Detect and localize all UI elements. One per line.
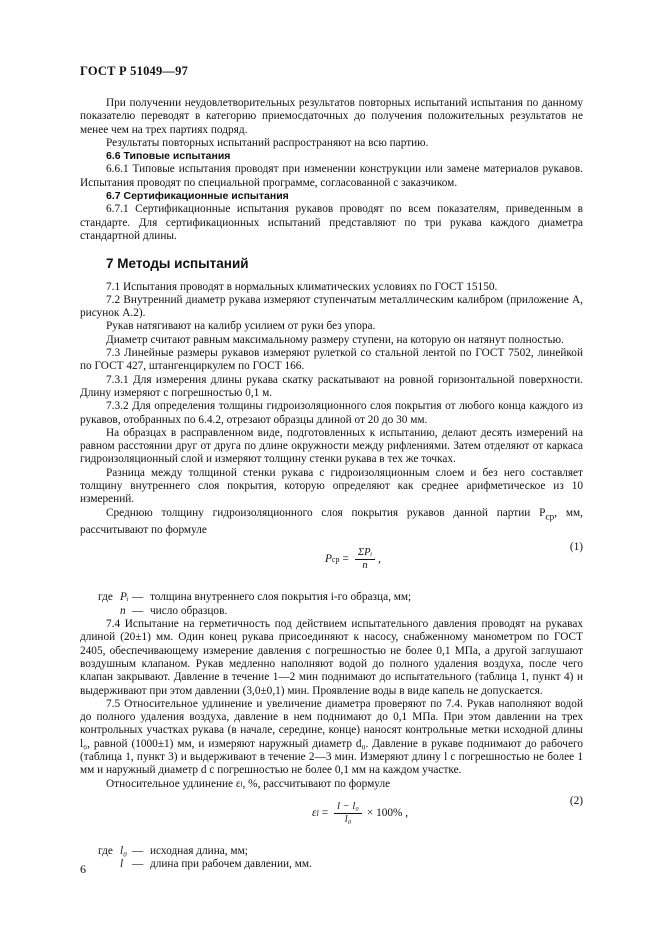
- legend-dash: —: [132, 604, 144, 617]
- numerator: ΣPᵢ: [355, 547, 375, 560]
- formula-2: [80, 795, 583, 839]
- formula-lhs-sub: l: [316, 808, 319, 818]
- subsection-heading-6-7: 6.7 Сертификационные испытания: [106, 190, 289, 203]
- legend-text: исходная длина, мм;: [150, 844, 248, 857]
- denominator: n: [362, 560, 368, 572]
- paragraph: При получении неудовлетворительных результатов повторных испытаний испытания по данному показателю переводят в категорию приемосдаточных до получения положительных результатов не менее чем на трех партиях подряд.: [80, 97, 583, 136]
- legend-symbol: l: [120, 858, 124, 871]
- equals-sign: =: [342, 553, 349, 566]
- page-body: [80, 97, 583, 872]
- equals-sign: =: [321, 806, 329, 819]
- legend-symbol: n: [120, 604, 126, 617]
- section-heading-7: 7 Методы испытаний: [106, 256, 249, 272]
- page-header: ГОСТ Р 51049—97: [80, 64, 189, 78]
- paragraph: 6.6.1 Типовые испытания проводят при изменении конструкции или замене материалов рукавов. Испытания проводят по специальной программе, согласованной с заказчиком.: [80, 163, 583, 189]
- paragraph: [80, 507, 583, 538]
- paragraph: Диаметр считают равным максимальному размеру ступени, на которую он натянут полностью.: [106, 333, 564, 346]
- paragraph: Результаты повторных испытаний распространяют на всю партию.: [106, 136, 429, 149]
- legend-dash: —: [132, 858, 144, 871]
- page-number: 6: [80, 862, 86, 876]
- legend-text: длина при рабочем давлении, мм.: [150, 858, 312, 871]
- subsection-heading-6-6: 6.6 Типовые испытания: [106, 150, 231, 163]
- legend-row: [80, 605, 583, 618]
- legend-text: число образцов.: [150, 604, 228, 617]
- formula-expression: [312, 801, 408, 826]
- fraction: [355, 547, 375, 572]
- paragraph: 7.2 Внутренний диаметр рукава измеряют ступенчатым металлическим калибром (приложение А, рисунок А.2).: [80, 293, 583, 320]
- paragraph-text: Среднюю толщину гидроизоляционного слоя покрытия рукавов данной партии P: [106, 506, 546, 519]
- denominator: l₀: [344, 813, 352, 825]
- legend-row: [80, 591, 583, 604]
- numerator: l − l₀: [334, 801, 362, 814]
- paragraph: 6.7.1 Сертификационные испытания рукавов проводят по всем показателям, приведенным в стандарте. Для сертификационных испытаний представляют по три рукава каждого диаметра стандартной длины.: [80, 203, 583, 242]
- paragraph: 7.3.1 Для измерения длины рукава скатку раскатывают на ровной горизонтальной поверхности. Длину измеряют с погрешностью 0,1 м.: [80, 373, 583, 399]
- paragraph: 7.5 Относительное удлинение и увеличение диаметра проверяют по 7.4. Рукав наполняют водой до полного удаления воздуха, давление в нем поднимают до 0,1 МПа. При этом давлении на трех контрольных участках рукава (в начале, середине, конце) наносят контрольные метки исходной длины l₀, равной (1000±1) мм, и измеряют наружный диаметр d₀. Давление в рукаве поднимают до рабочего (таблица 1, пункт 3) и выдерживают в течение 2—3 мин. Измеряют длину l с погрешностью не более 1 мм и наружный диаметр d с погрешностью не более 0,1 мм на каждом участке.: [80, 697, 583, 777]
- formula-expression: [325, 547, 381, 572]
- formula-tail: ,: [378, 553, 381, 566]
- formula-lhs: ε: [312, 806, 317, 819]
- formula-1: [80, 541, 583, 585]
- formula-number: (2): [569, 794, 583, 807]
- legend-symbol: l₀: [120, 844, 128, 857]
- legend-text: толщина внутреннего слоя покрытия i-го образца, мм;: [150, 591, 412, 604]
- paragraph: На образцах в расправленном виде, подготовленных к испытанию, делают десять измерений на равном расстоянии друг от друга по длине окружности между рифлениями. Затем отделяют от каркаса гидроизоляционный слой и измеряют толщину стенки рукава в тех же точках.: [80, 426, 583, 466]
- legend-label: где: [98, 591, 113, 604]
- fraction: [334, 801, 362, 826]
- formula-multiplier: × 100% ,: [366, 806, 409, 819]
- formula-number: (1): [569, 541, 583, 554]
- paragraph: 7.3 Линейные размеры рукавов измеряют рулеткой со стальной лентой по ГОСТ 7502, линейкой по ГОСТ 427, штангенциркулем по ГОСТ 166.: [80, 347, 583, 373]
- formula-lhs: P: [325, 553, 332, 566]
- paragraph: 7.4 Испытание на герметичность под действием испытательного давления проводят на рукавах длиной (20±1) мм. Один конец рукава присоединяют к насосу, снабженному манометром по ГОСТ 2405, обеспечивающему измерение давления с погрешностью не более 0,1 МПа, а другой заглушают воздушным клапаном. Рукав медленно наполняют водой до полного удаления воздуха, после чего клапан закрывают. Давление в течение 1—2 мин поднимают до испытательного (таблица 1, пункт 4) и выдерживают при этом давлении (3,0±0,1) мин. Проявление воды в виде капель не допускается.: [80, 618, 583, 697]
- paragraph: 7.1 Испытания проводят в нормальных климатических условиях по ГОСТ 15150.: [106, 280, 498, 293]
- legend-dash: —: [132, 591, 144, 604]
- paragraph: Относительное удлинение εₗ, %, рассчитывают по формуле: [106, 777, 391, 790]
- legend-dash: —: [132, 844, 144, 857]
- legend-symbol: Pᵢ: [120, 591, 129, 604]
- legend-row: [80, 858, 583, 871]
- paragraph-text: , мм, рассчитывают по формуле: [80, 506, 583, 537]
- legend-label: где: [98, 844, 113, 857]
- paragraph: Разница между толщиной стенки рукава с гидроизоляционным слоем и без него составляет толщину внутреннего слоя покрытия, которую определяют как среднее арифметическое из 10 измерений.: [80, 466, 583, 506]
- paragraph: Рукав натягивают на калибр усилием от руки без упора.: [106, 320, 376, 333]
- paragraph: 7.3.2 Для определения толщины гидроизоляционного слоя покрытия от любого конца каждого из рукавов, отобранных по 6.4.2, отрезают образцы длиной от 20 до 30 мм.: [80, 400, 583, 426]
- formula-lhs-sub: ср: [331, 555, 340, 565]
- subscript: ср: [545, 511, 555, 522]
- legend-row: [80, 845, 583, 858]
